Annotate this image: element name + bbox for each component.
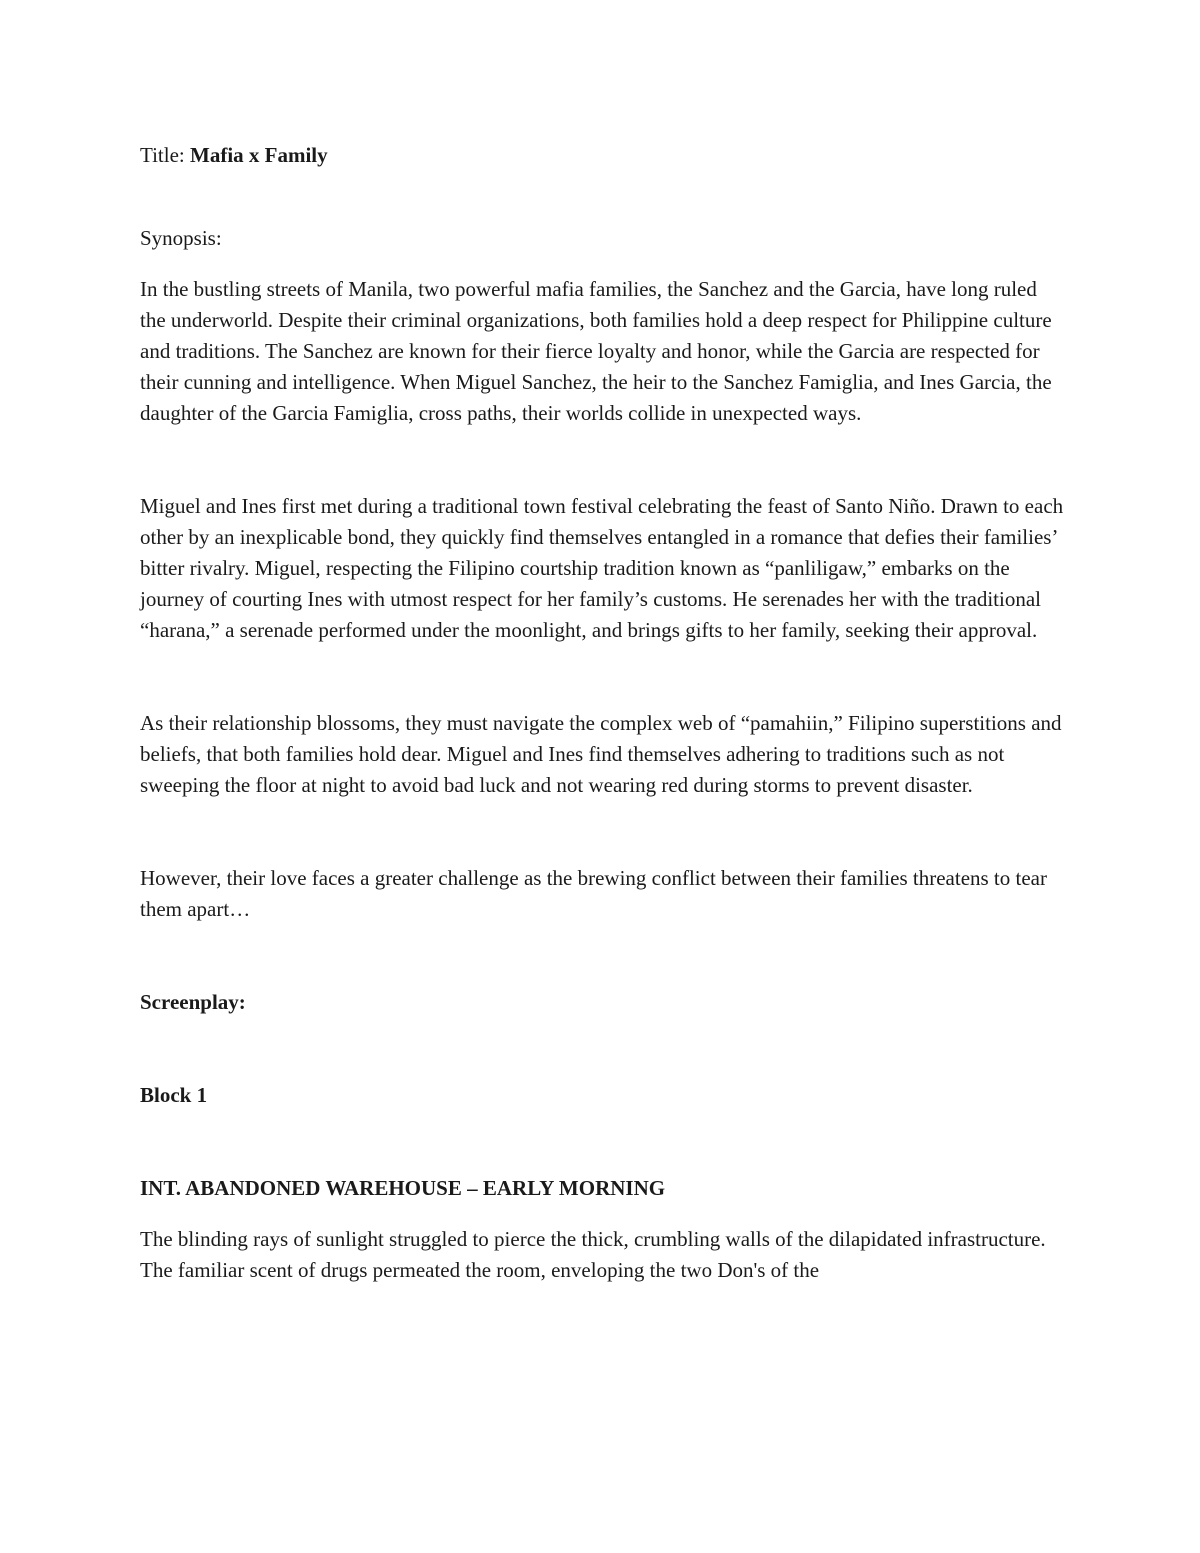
synopsis-paragraph-3: As their relationship blossoms, they must navigate the complex web of “pamahiin,” Filipino superstitions and beliefs, that both families hold dear. Miguel and Ines find themselves adhering to traditions such as not sweeping the floor at night to avoid bad luck and not wearing red during storms to prevent disaster. <box>140 711 1062 797</box>
synopsis-paragraph-2: Miguel and Ines first met during a traditional town festival celebrating the feast of Santo Niño. Drawn to each other by an inexplicable bond, they quickly find themselves entangled in a romance that defies their families’ bitter rivalry. Miguel, respecting the Filipino courtship tradition known as “panliligaw,” embarks on the journey of courting Ines with utmost respect for her family’s customs. He serenades her with the traditional “harana,” a serenade performed under the moonlight, and brings gifts to her family, seeking their approval. <box>140 494 1064 642</box>
scene-paragraph: The blinding rays of sunlight struggled to pierce the thick, crumbling walls of the dilapidated infrastructure. The familiar scent of drugs permeated the room, enveloping the two Don's of the <box>140 1227 1046 1282</box>
document-page <box>140 140 1065 1286</box>
title-line <box>140 140 1065 171</box>
synopsis-paragraph-1: In the bustling streets of Manila, two powerful mafia families, the Sanchez and the Garcia, have long ruled the underworld. Despite their criminal organizations, both families hold a deep respect for Philippine culture and traditions. The Sanchez are known for their fierce loyalty and honor, while the Garcia are respected for their cunning and intelligence. When Miguel Sanchez, the heir to the Sanchez Famiglia, and Ines Garcia, the daughter of the Garcia Famiglia, cross paths, their worlds collide in unexpected ways. <box>140 277 1052 425</box>
title-label: Title: <box>140 143 190 167</box>
screenplay-heading: Screenplay: <box>140 990 246 1014</box>
synopsis-label: Synopsis: <box>140 226 222 250</box>
synopsis-paragraph-4: However, their love faces a greater challenge as the brewing conflict between their families threatens to tear them apart… <box>140 866 1047 921</box>
title-value: Mafia x Family <box>190 143 328 167</box>
scene-heading: INT. ABANDONED WAREHOUSE – EARLY MORNING <box>140 1176 666 1200</box>
block-heading: Block 1 <box>140 1083 208 1107</box>
